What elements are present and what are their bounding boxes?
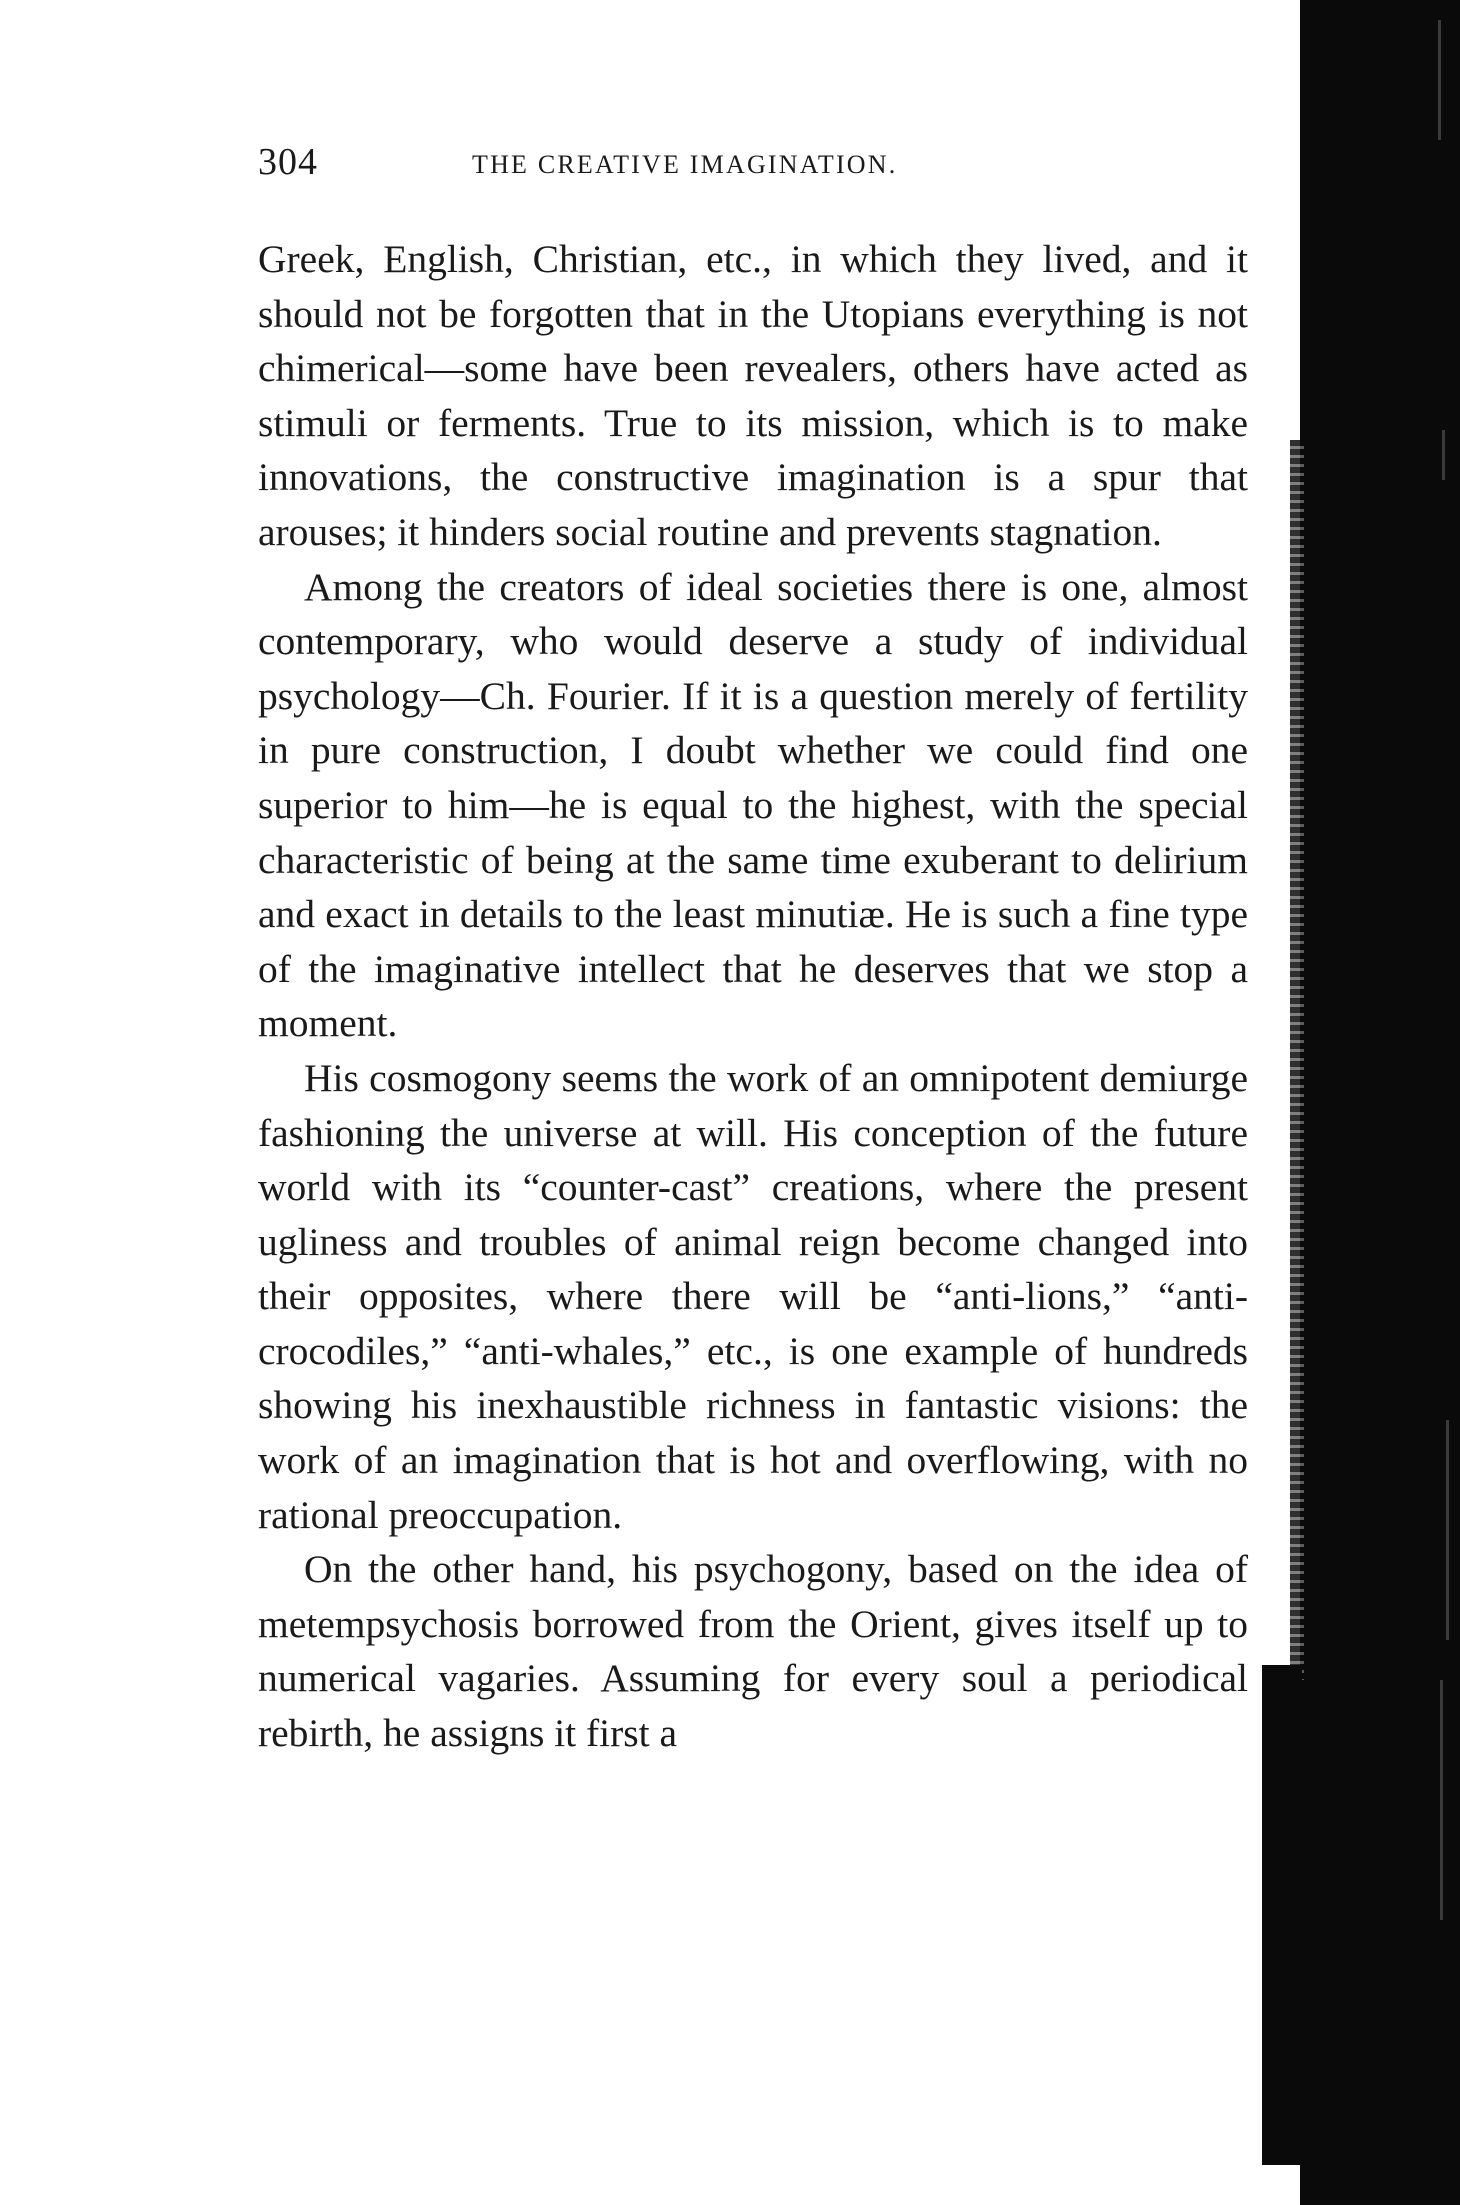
scan-streak xyxy=(1440,1680,1443,1920)
running-head: THE CREATIVE IMAGINATION. xyxy=(472,150,898,179)
scan-shadow-band xyxy=(1300,0,1460,2205)
scan-shadow-fringe xyxy=(1290,440,1304,1680)
paragraph-3: His cosmogony seems the work of an omnipotent demiurge fashioning the universe at will. His conception of the future world with its “counter-cast” creations, where the present ugliness and troubles of animal reign become changed into their opposites, where there will be “anti-lions,” “anti-crocodiles,” “anti-whales,” etc., is one example of hundreds showing his inexhaustible richness in fantastic visions: the work of an imagination that is hot and overflowing, with no rational preoccupation. xyxy=(258,1055,1248,1537)
page-header xyxy=(258,140,1248,200)
page-number: 304 xyxy=(258,141,318,183)
body-text xyxy=(258,232,1248,1761)
paragraph-4: On the other hand, his psychogony, based on the idea of metempsychosis borrowed from the Orient, gives itself up to numerical vagaries. Assuming for every soul a periodical rebirth, he assigns it first a xyxy=(258,1547,1248,1756)
paragraph-1: Greek, English, Christian, etc., in which they lived, and it should not be forgotten that in the Utopians everything is not chimerical—some have been revealers, others have acted as stimuli or ferments. True to its mission, which is to make innovations, the constructive imagination is a spur that arouses; it hinders social routine and prevents stagnation. xyxy=(258,237,1248,554)
scan-shadow-notch xyxy=(1262,1665,1302,2165)
scan-streak xyxy=(1438,20,1441,140)
scan-streak xyxy=(1446,1420,1449,1640)
paragraph-2: Among the creators of ideal societies there is one, almost contemporary, who would deserve a study of individual psychology—Ch. Fourier. If it is a question merely of fertility in pure construction, I doubt whether we could find one superior to him—he is equal to the highest, with the special characteristic of being at the same time exuberant to delirium and exact in details to the least minutiæ. He is such a fine type of the imaginative intellect that he deserves that we stop a moment. xyxy=(258,564,1248,1046)
scan-streak xyxy=(1442,430,1445,480)
